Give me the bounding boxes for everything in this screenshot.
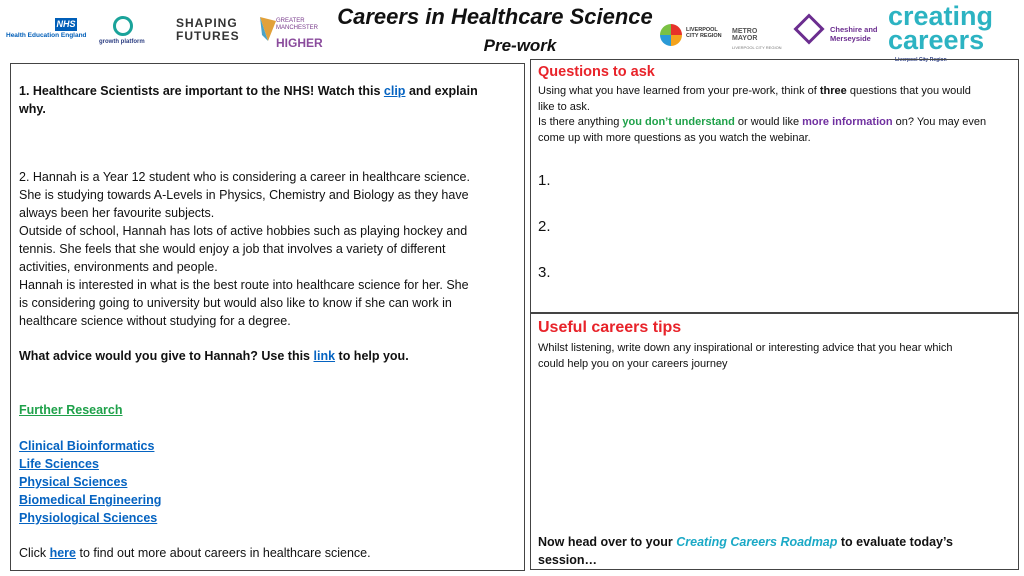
roadmap-text-c: session…: [538, 553, 598, 567]
tips-line1: Whilst listening, write down any inspirational or interesting advice that you hear which: [538, 342, 953, 354]
q-line3-a: Is there anything: [538, 116, 620, 128]
creating-careers-logo-sub: Liverpool City Region: [895, 57, 947, 63]
click-after: to find out more about careers in healthcare science.: [79, 546, 371, 560]
growth-platform-logo-text: growth platform: [99, 39, 145, 45]
roadmap-text-a: Now head over to your: [538, 535, 673, 549]
advice-link[interactable]: link: [313, 349, 336, 363]
q-line4: come up with more questions as you watch the webinar.: [538, 131, 811, 144]
gm-higher-logo-text: GREATER MANCHESTER: [276, 18, 319, 31]
here-link[interactable]: here: [49, 546, 76, 560]
gm-higher-logo-icon: [258, 15, 278, 43]
clinical-bioinformatics-link[interactable]: Clinical Bioinformatics: [19, 439, 155, 453]
question-1: [19, 82, 519, 118]
cheshire-merseyside-logo: Cheshire and Merseyside: [830, 25, 878, 43]
lcr-logo-text: LIVERPOOL CITY REGION: [686, 27, 722, 39]
question-2-line: healthcare science without studying for a degree.: [19, 314, 291, 328]
question-number: 2.: [538, 218, 551, 235]
advice-text: What advice would you give to Hannah? Use this: [19, 349, 311, 363]
advice-after: to help you.: [338, 349, 409, 363]
creating-word: creating: [888, 1, 994, 31]
shaping-futures-logo: SHAPING FUTURES: [176, 16, 240, 43]
roadmap-prompt: [538, 533, 1016, 569]
questions-instructions: [538, 84, 1016, 146]
gm-higher-logo-word: HIGHER: [276, 36, 323, 50]
metro-mayor-logo-sub: LIVERPOOL CITY REGION: [732, 45, 782, 50]
question-1-line2: why.: [19, 102, 46, 116]
lcr-logo-icon: [660, 24, 682, 46]
question-2-line: 2. Hannah is a Year 12 student who is considering a career in healthcare science.: [19, 170, 470, 184]
question-number: 3.: [538, 264, 551, 281]
life-sciences-link[interactable]: Life Sciences: [19, 457, 99, 471]
q-line3-purple: more information: [802, 116, 893, 128]
q-line1-b: questions that you would: [849, 85, 971, 97]
research-links: [19, 437, 161, 527]
question-2-line: is considering going to university but would also like to know if she can work in: [19, 296, 452, 310]
physical-sciences-link[interactable]: Physical Sciences: [19, 475, 128, 489]
tips-heading: Useful careers tips: [538, 319, 682, 336]
tips-line2: could help you on your careers journey: [538, 357, 728, 370]
advice-question: [19, 347, 519, 365]
metro-mayor-logo: METRO MAYOR: [732, 28, 758, 42]
clip-link[interactable]: clip: [383, 84, 406, 98]
page-title: Careers in Healthcare Science: [337, 4, 653, 29]
question-1-text: 1. Healthcare Scientists are important to the NHS! Watch this: [19, 84, 381, 98]
question-2-line: tennis. She feels that she would enjoy a job that involves a variety of different: [19, 242, 446, 256]
physiological-sciences-link[interactable]: Physiological Sciences: [19, 511, 158, 525]
question-2-line: activities, environments and people.: [19, 260, 218, 274]
q-line3-b: or would like: [737, 116, 800, 128]
page-subtitle: Pre-work: [483, 36, 557, 55]
further-research-link[interactable]: Further Research: [19, 403, 123, 417]
tips-instructions: [538, 341, 1016, 372]
nhs-logo: NHS: [56, 19, 76, 29]
questions-heading: Questions to ask: [538, 64, 655, 80]
question-2-line: She is studying towards A-Levels in Physics, Chemistry and Biology as they have: [19, 188, 469, 202]
biomedical-engineering-link[interactable]: Biomedical Engineering: [19, 493, 162, 507]
growth-platform-logo-icon: [113, 16, 133, 36]
creating-careers-logo: [888, 1, 994, 55]
question-2-line: always been her favourite subjects.: [19, 206, 215, 220]
question-2-line: Hannah is interested in what is the best route into healthcare science for her. She: [19, 278, 469, 292]
careers-word: careers: [888, 25, 985, 55]
click-here-line: [19, 544, 371, 562]
roadmap-text-b: to evaluate today’s: [840, 535, 953, 549]
click-text: Click: [19, 546, 47, 560]
nhs-logo-text: Health Education England: [6, 32, 87, 39]
q-line1-a: Using what you have learned from your pre-work, think of: [538, 85, 817, 97]
q-line1-bold: three: [819, 85, 847, 97]
question-number: 1.: [538, 172, 551, 189]
question-2: [19, 168, 524, 330]
q-line2: like to ask.: [538, 100, 590, 113]
q-line3-green: you don’t understand: [622, 116, 735, 128]
q-line3-c: on? You may even: [895, 116, 987, 128]
roadmap-link[interactable]: Creating Careers Roadmap: [676, 535, 838, 549]
cheshire-merseyside-logo-icon: [793, 13, 824, 44]
question-2-line: Outside of school, Hannah has lots of active hobbies such as playing hockey and: [19, 224, 468, 238]
question-1-after: and explain: [408, 84, 478, 98]
